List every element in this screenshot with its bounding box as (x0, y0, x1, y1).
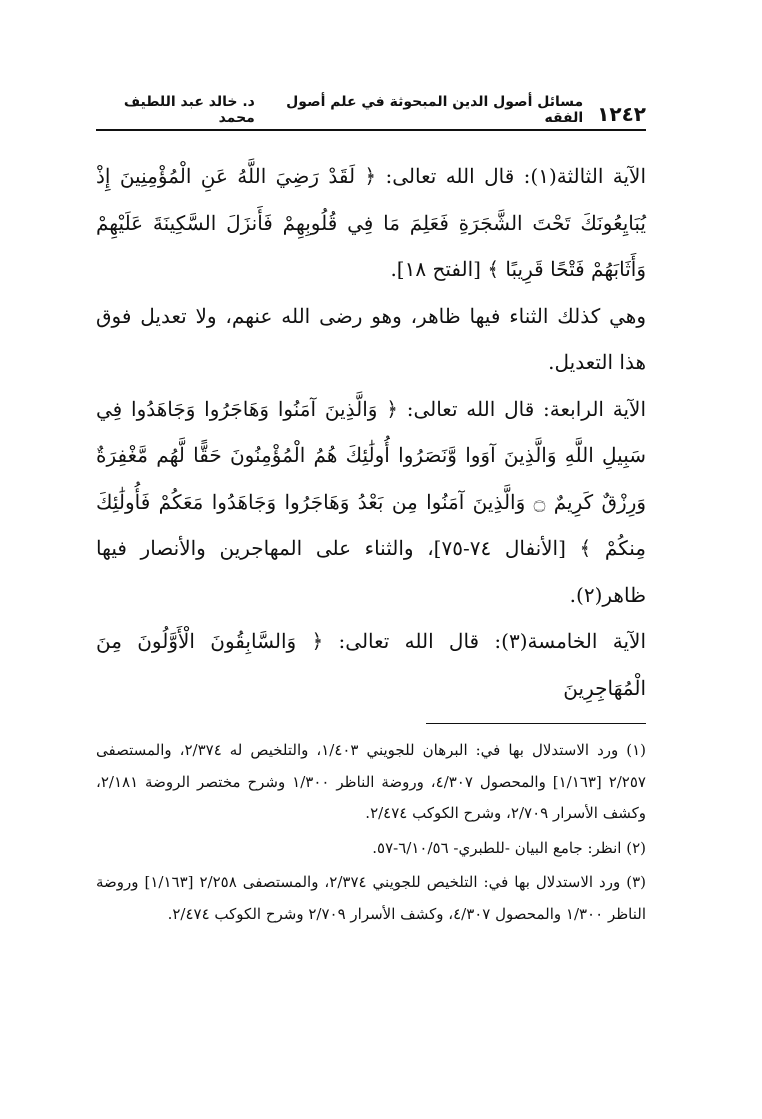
footnote-1: (١) ورد الاستدلال بها في: البرهان للجويني ١/٤٠٣، والتلخيص له ٢/٣٧٤، والمستصفى ٢/٢٥٧ [١/١٦٣] والمحصول ٤/٣٠٧، وروضة الناظر ١/٣٠٠ وشرح مختصر الروضة ٢/١٨١، وكشف الأسرار ٢/٧٠٩، وشرح الكوكب ٢/٤٧٤. (96, 741, 646, 822)
book-title: مسائل أصول الدين المبحوثة في علم أصول الفقه (286, 94, 584, 126)
paragraph-verse-5: الآية الخامسة(٣): قال الله تعالى: ﴿ وَالسَّابِقُونَ الْأَوَّلُونَ مِنَ الْمُهَاجِرِينَ (96, 629, 647, 700)
paragraph-verse-3: الآية الثالثة(١): قال الله تعالى: ﴿ لَقَدْ رَضِيَ اللَّهُ عَنِ الْمُؤْمِنِينَ إِذْ يُبَايِعُونَكَ تَحْتَ الشَّجَرَةِ فَعَلِمَ مَا فِي قُلُوبِهِمْ فَأَنزَلَ السَّكِينَةَ عَلَيْهِمْ وَأَثَابَهُمْ فَتْحًا قَرِيبًا ﴾ [الفتح ١٨]. (96, 164, 646, 281)
author-name: د. خالد عبد اللطيف محمد (123, 94, 255, 126)
footnotes (96, 735, 646, 933)
footnote-2: (٢) انظر: جامع البيان -للطبري- ٦/١٠/٥٦-٥٧. (372, 838, 646, 857)
footnote-divider (426, 723, 646, 724)
running-header (96, 94, 646, 131)
page-number: ١٢٤٢ (597, 102, 646, 126)
paragraph-verse-4: الآية الرابعة: قال الله تعالى: ﴿ وَالَّذِينَ آمَنُوا وَهَاجَرُوا وَجَاهَدُوا فِي سَبِيلِ اللَّهِ وَالَّذِينَ آوَوا وَّنَصَرُوا أُولَٰئِكَ هُمُ الْمُؤْمِنُونَ حَقًّا لَّهُم مَّغْفِرَةٌ وَرِزْقٌ كَرِيمٌ ۝ وَالَّذِينَ آمَنُوا مِن بَعْدُ وَهَاجَرُوا وَجَاهَدُوا مَعَكُمْ فَأُولَٰئِكَ مِنكُمْ ﴾ [الأنفال ٧٤-٧٥]، والثناء على المهاجرين والأنصار فيها ظاهر(٢). (96, 396, 647, 607)
main-text (96, 153, 646, 711)
page (96, 94, 647, 923)
footnote-3: (٣) ورد الاستدلال بها في: التلخيص للجويني ٢/٣٧٤، والمستصفى ٢/٢٥٨ [١/١٦٣] وروضة الناظر ١/٣٠٠ والمحصول ٤/٣٠٧، وكشف الأسرار ٢/٧٠٩ وشرح الكوكب ٢/٤٧٤. (96, 873, 646, 923)
paragraph-commentary: وهي كذلك الثناء فيها ظاهر، وهو رضى الله عنهم، ولا تعديل فوق هذا التعديل. (96, 303, 646, 374)
